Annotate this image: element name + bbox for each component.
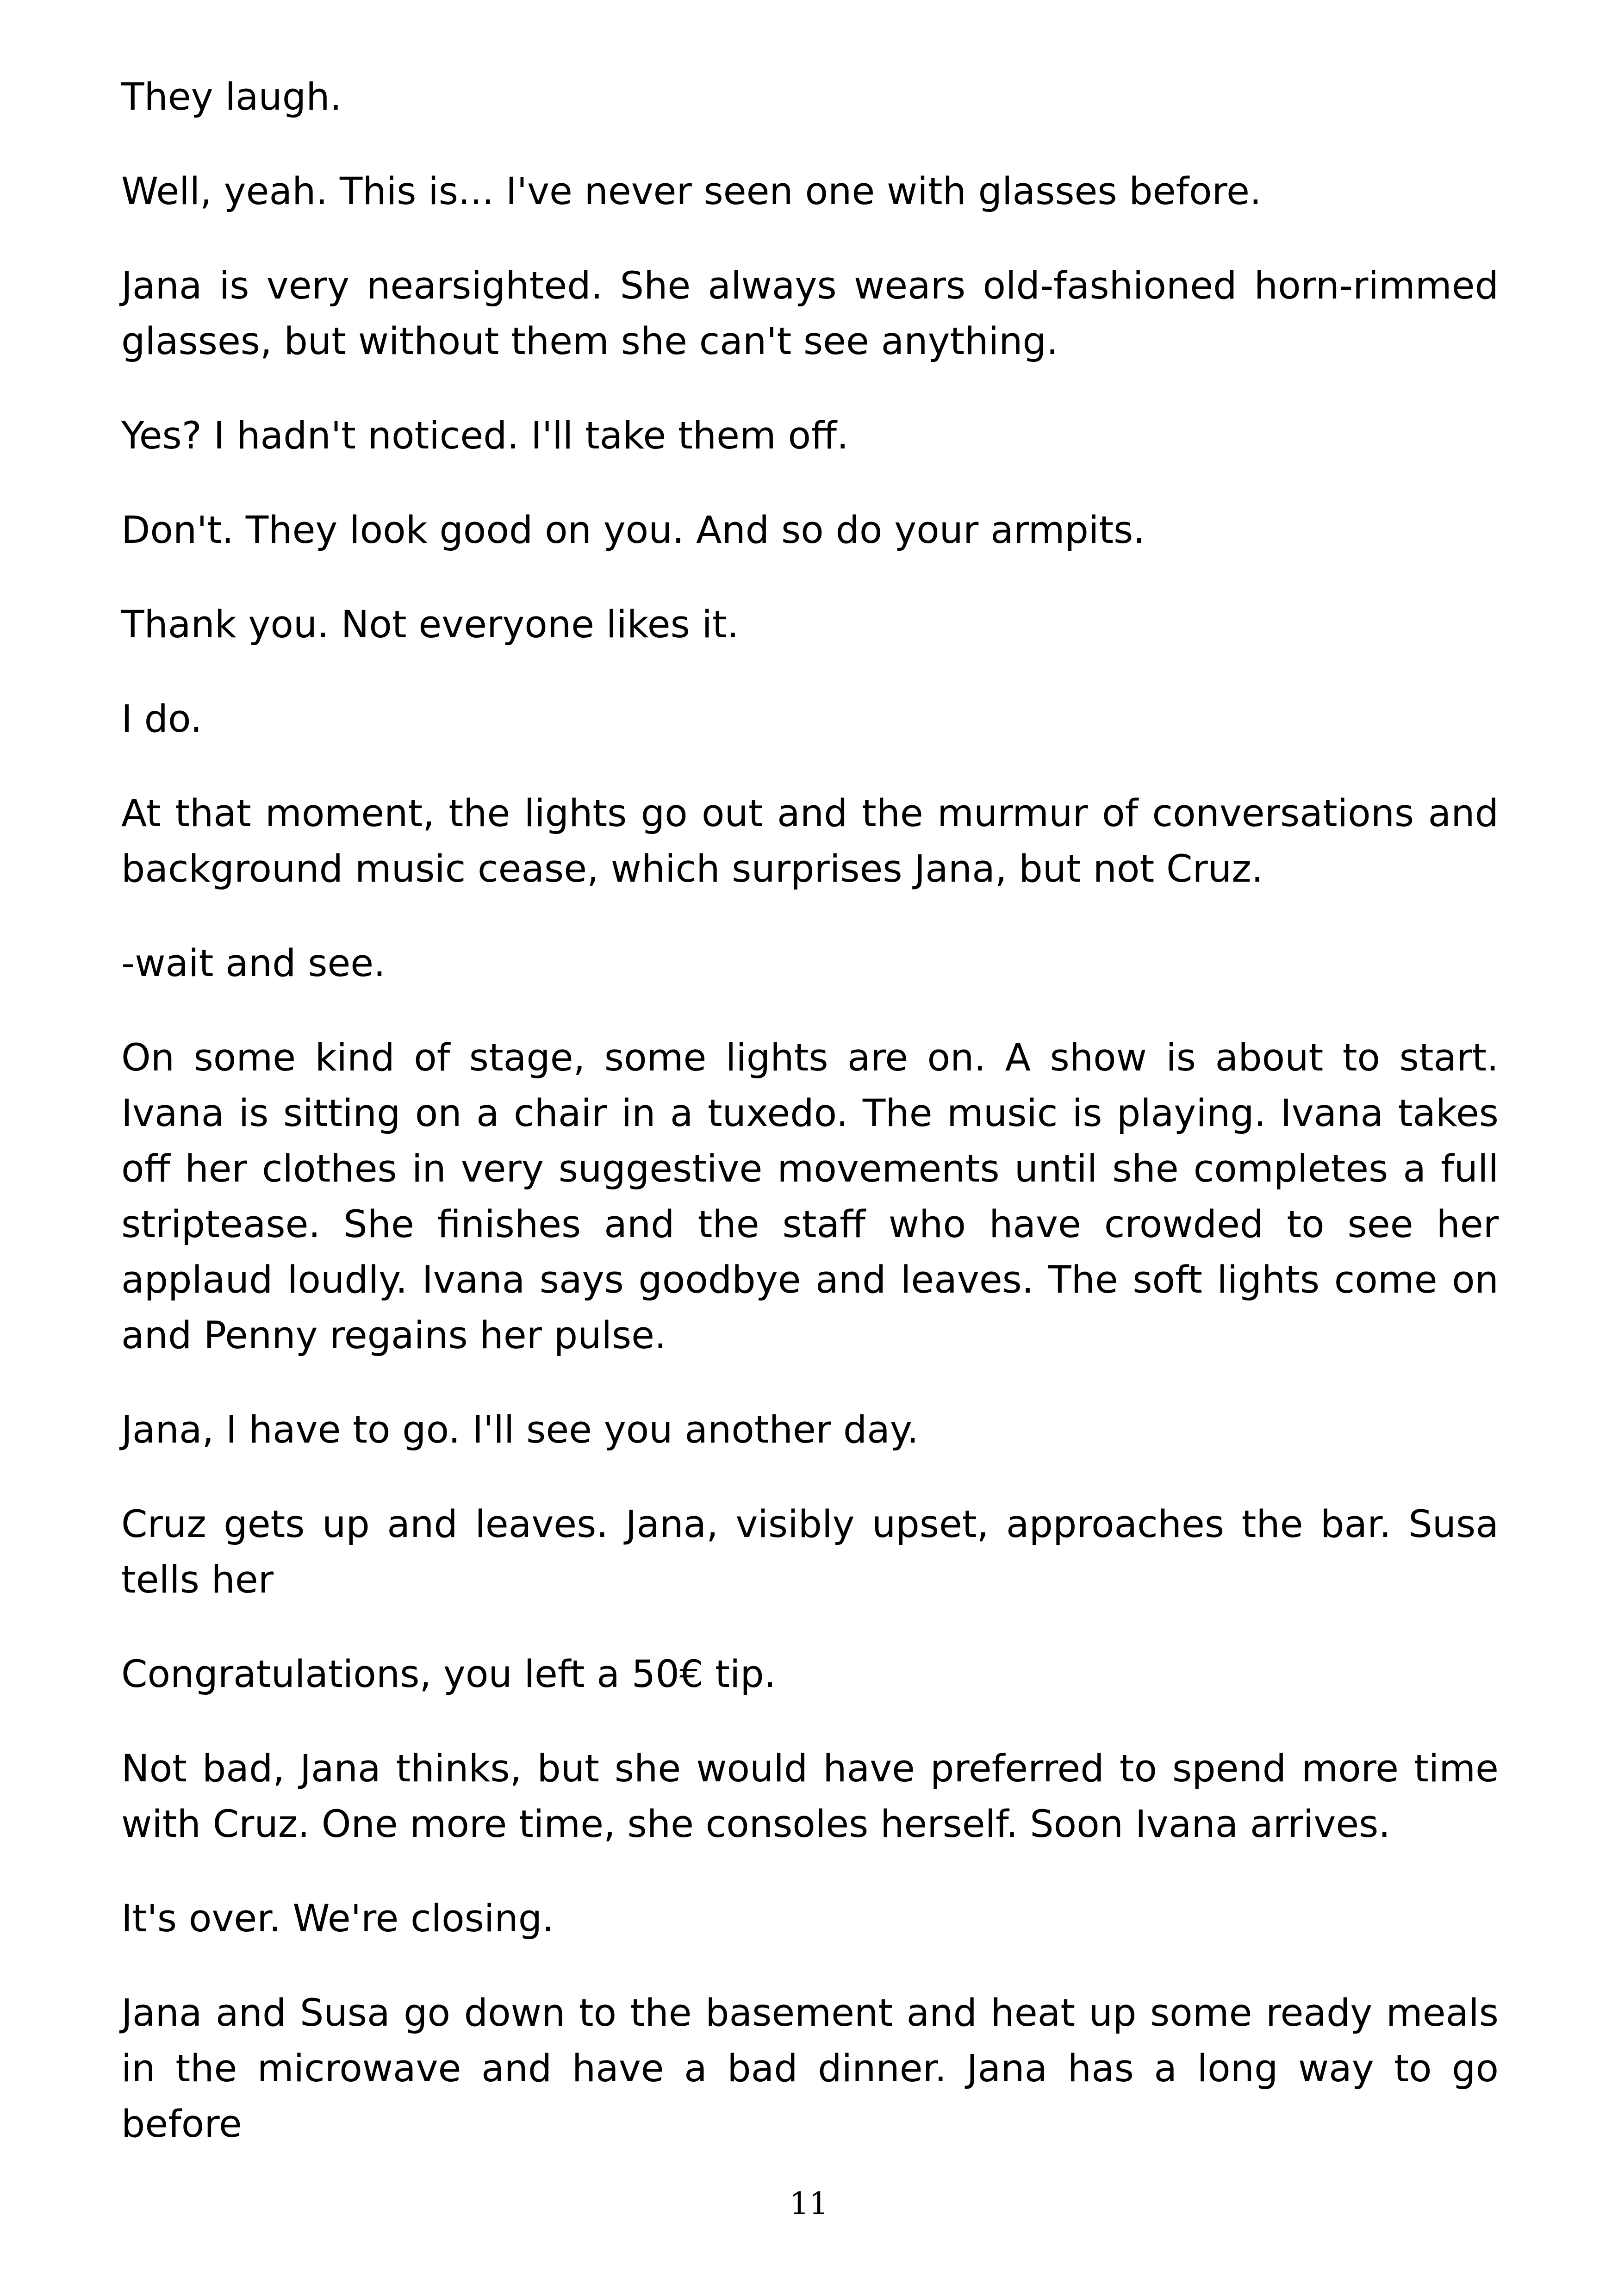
paragraph: They laugh.	[121, 75, 342, 119]
document-body	[121, 69, 1499, 2191]
paragraph: -wait and see.	[121, 942, 386, 985]
paragraph: Jana is very nearsighted. She always wears old-fashioned horn-rimmed glasses, but without them she can't see anything.	[121, 264, 1499, 363]
page-number: 11	[790, 2186, 828, 2221]
paragraph: I do.	[121, 697, 202, 741]
paragraph: Don't. They look good on you. And so do your armpits.	[121, 509, 1145, 552]
paragraph: Jana and Susa go down to the basement and heat up some ready meals in the microwave and have a bad dinner. Jana has a long way to go before	[121, 1991, 1499, 2146]
paragraph: Yes? I hadn't noticed. I'll take them off.	[121, 414, 849, 458]
paragraph: Cruz gets up and leaves. Jana, visibly upset, approaches the bar. Susa tells her	[121, 1503, 1499, 1602]
paragraph: Jana, I have to go. I'll see you another day.	[121, 1408, 919, 1452]
paragraph: Not bad, Jana thinks, but she would have preferred to spend more time with Cruz. One more time, she consoles herself. Soon Ivana arrives.	[121, 1747, 1499, 1846]
paragraph: Congratulations, you left a 50€ tip.	[121, 1653, 776, 1696]
paragraph: Thank you. Not everyone likes it.	[121, 603, 739, 647]
paragraph: Well, yeah. This is... I've never seen one with glasses before.	[121, 170, 1262, 213]
paragraph: At that moment, the lights go out and the murmur of conversations and background music cease, which surprises Jana, but not Cruz.	[121, 792, 1499, 891]
paragraph: It's over. We're closing.	[121, 1897, 554, 1941]
paragraph: On some kind of stage, some lights are on. A show is about to start. Ivana is sitting on a chair in a tuxedo. The music is playing. Ivana takes off her clothes in very suggestive movements until she completes a full striptease. She finishes and the staff who have crowded to see her applaud loudly. Ivana says goodbye and leaves. The soft lights come on and Penny regains her pulse.	[121, 1036, 1499, 1357]
